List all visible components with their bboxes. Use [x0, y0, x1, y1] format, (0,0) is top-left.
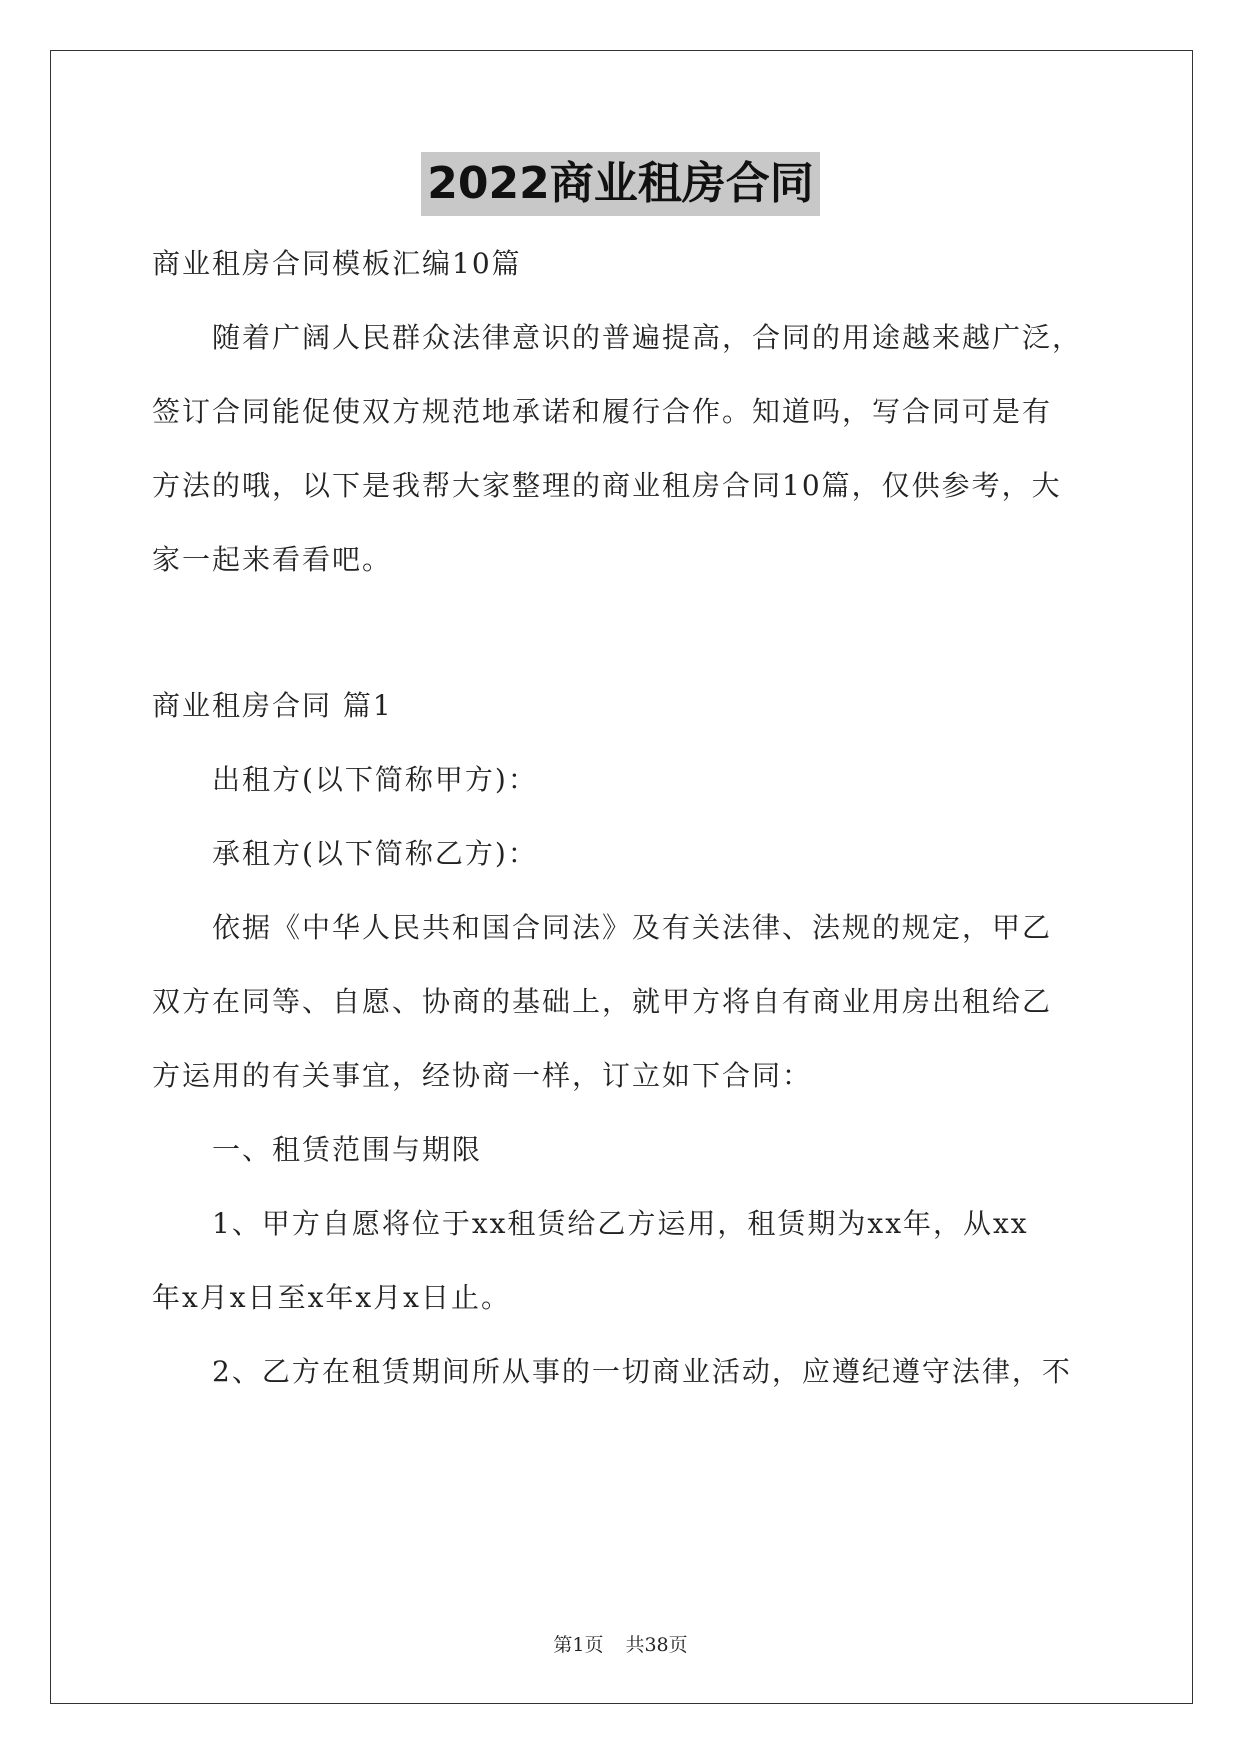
- paragraph-line: 承租方(以下简称乙方)：: [212, 837, 538, 870]
- paragraph-line: 1、甲方自愿将位于xx租赁给乙方运用，租赁期为xx年，从xx: [212, 1207, 1029, 1240]
- title-container: [0, 152, 1241, 216]
- section-heading: 商业租房合同 篇1: [152, 689, 393, 722]
- page-footer: [0, 1630, 1241, 1657]
- paragraph-line: 随着广阔人民群众法律意识的普遍提高，合同的用途越来越广泛，: [212, 321, 1083, 354]
- paragraph-line: 方运用的有关事宜，经协商一样，订立如下合同：: [152, 1059, 813, 1092]
- paragraph-line: 方法的哦，以下是我帮大家整理的商业租房合同10篇，仅供参考，大: [152, 469, 1062, 502]
- clause-heading: 一、租赁范围与期限: [212, 1133, 483, 1166]
- paragraph-line: 双方在同等、自愿、协商的基础上，就甲方将自有商业用房出租给乙: [152, 985, 1053, 1018]
- paragraph-line: 年x月x日至x年x月x日止。: [152, 1281, 511, 1314]
- page-number: 第1页: [553, 1634, 604, 1656]
- paragraph-line: 依据《中华人民共和国合同法》及有关法律、法规的规定，甲乙: [212, 911, 1053, 944]
- paragraph-line: 签订合同能促使双方规范地承诺和履行合作。知道吗，写合同可是有: [152, 395, 1053, 428]
- page-border: [50, 50, 1193, 1704]
- page-total: 共38页: [625, 1634, 688, 1656]
- paragraph-line: 2、乙方在租赁期间所从事的一切商业活动，应遵纪遵守法律，不: [212, 1355, 1072, 1388]
- paragraph-line: 家一起来看看吧。: [152, 543, 393, 576]
- document-title: 2022商业租房合同: [421, 152, 819, 216]
- paragraph-line: 出租方(以下简称甲方)：: [212, 763, 538, 796]
- subtitle-line: 商业租房合同模板汇编10篇: [152, 247, 522, 280]
